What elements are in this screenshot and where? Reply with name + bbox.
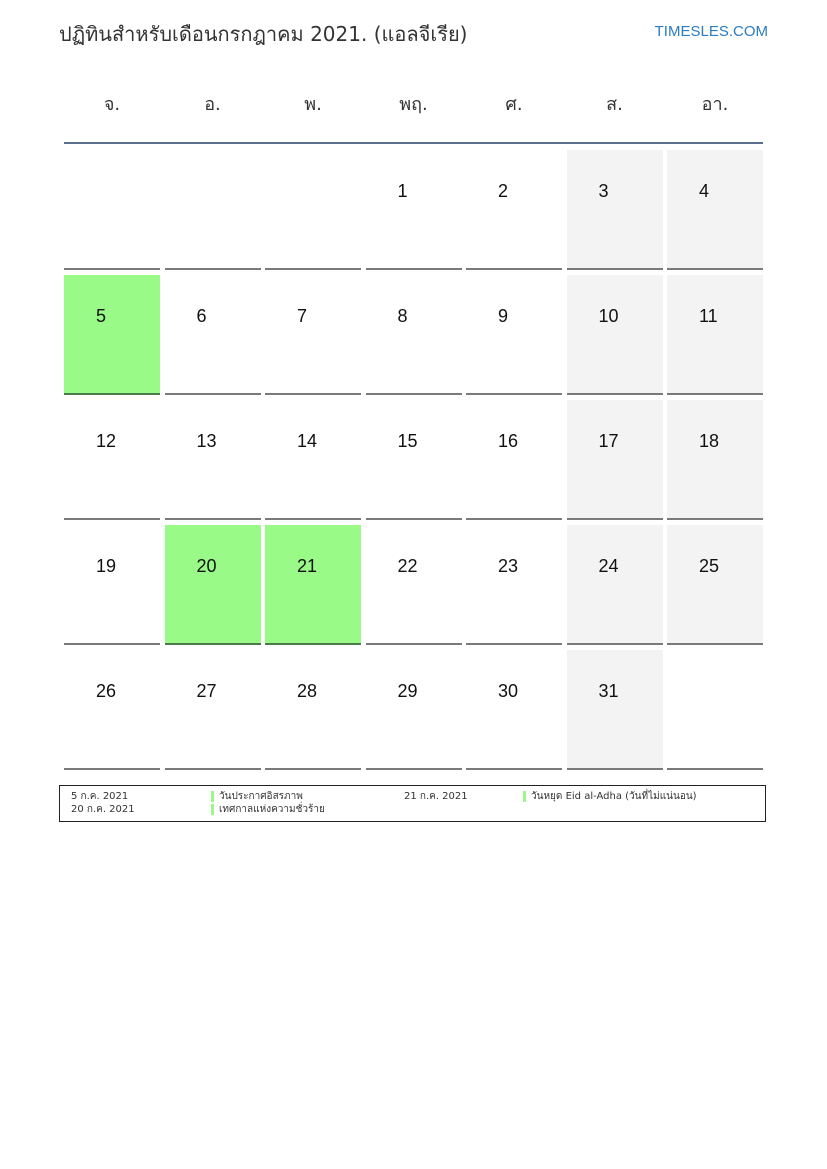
legend-holiday-name: วันหยุด Eid al-Adha (วันที่ไม่แน่นอน)	[531, 791, 697, 802]
day-number: 15	[397, 431, 418, 451]
day-number: 28	[297, 681, 318, 701]
day-number: 19	[96, 556, 117, 576]
weekday-tue: อ.	[204, 94, 221, 115]
weekday-sat: ส.	[606, 94, 623, 115]
day-cell	[165, 275, 261, 395]
day-number: 7	[297, 306, 308, 326]
legend-color-marker	[211, 791, 214, 802]
day-cell	[667, 275, 763, 395]
day-number: 5	[96, 306, 107, 326]
day-number: 21	[297, 556, 318, 576]
day-cell	[466, 275, 562, 395]
day-cell	[165, 650, 261, 770]
day-number: 24	[598, 556, 619, 576]
weekday-header-row	[64, 88, 763, 122]
day-number: 12	[96, 431, 117, 451]
legend-color-marker	[211, 804, 214, 815]
legend-holiday-name: เทศกาลแห่งความชั่วร้าย	[219, 804, 325, 815]
day-cell	[567, 275, 663, 395]
site-link[interactable]: TIMESLES.COM	[654, 23, 768, 40]
day-number: 22	[397, 556, 418, 576]
day-number: 17	[598, 431, 619, 451]
day-number: 18	[699, 431, 720, 451]
weekday-sun: อา.	[701, 94, 729, 115]
day-cell	[567, 150, 663, 270]
legend-date: 5 ก.ค. 2021	[71, 791, 129, 802]
day-cell	[366, 650, 462, 770]
day-number: 2	[498, 181, 509, 201]
legend-color-marker	[523, 791, 526, 802]
weekday-fri: ศ.	[505, 94, 523, 115]
day-cell	[366, 150, 462, 270]
day-cell	[265, 275, 361, 395]
day-cell	[466, 150, 562, 270]
day-number: 27	[196, 681, 217, 701]
day-number: 23	[498, 556, 519, 576]
holiday-legend	[59, 785, 766, 822]
legend-date: 20 ก.ค. 2021	[71, 804, 135, 815]
day-cell-holiday	[265, 525, 361, 645]
day-cell	[667, 400, 763, 520]
weekday-wed: พ.	[304, 94, 322, 115]
day-cell	[265, 150, 361, 270]
day-cell	[567, 650, 663, 770]
day-cell	[366, 400, 462, 520]
weekday-thu: พฤ.	[399, 94, 428, 115]
day-cell	[366, 525, 462, 645]
day-number: 20	[196, 556, 217, 576]
day-cell	[265, 650, 361, 770]
weekday-mon: จ.	[103, 94, 121, 115]
legend-holiday-name: วันประกาศอิสรภาพ	[219, 791, 303, 802]
day-cell	[64, 650, 160, 770]
day-cell	[165, 400, 261, 520]
day-cell	[64, 525, 160, 645]
day-cell-holiday	[165, 525, 261, 645]
day-number: 30	[498, 681, 519, 701]
day-number: 25	[699, 556, 720, 576]
day-cell	[567, 400, 663, 520]
day-number: 31	[598, 681, 619, 701]
day-cell	[265, 400, 361, 520]
day-cell	[667, 650, 763, 770]
day-cell	[567, 525, 663, 645]
calendar-grid	[64, 150, 763, 770]
legend-date: 21 ก.ค. 2021	[404, 791, 468, 802]
day-cell-holiday	[64, 275, 160, 395]
day-cell	[64, 150, 160, 270]
day-cell	[64, 400, 160, 520]
day-cell	[466, 650, 562, 770]
day-number: 26	[96, 681, 117, 701]
day-number: 29	[397, 681, 418, 701]
day-number: 4	[699, 181, 710, 201]
day-number: 10	[598, 306, 619, 326]
header-divider	[64, 142, 763, 144]
day-cell	[466, 525, 562, 645]
day-number: 8	[397, 306, 408, 326]
day-number: 14	[297, 431, 318, 451]
day-cell	[667, 150, 763, 270]
day-number: 1	[397, 181, 408, 201]
day-number: 9	[498, 306, 509, 326]
day-cell	[165, 150, 261, 270]
day-number: 6	[196, 306, 207, 326]
day-number: 13	[196, 431, 217, 451]
day-cell	[667, 525, 763, 645]
day-cell	[466, 400, 562, 520]
day-cell	[366, 275, 462, 395]
day-number: 3	[598, 181, 609, 201]
day-number: 16	[498, 431, 519, 451]
page-title: ปฏิทินสำหรับเดือนกรกฎาคม 2021. (แอลจีเรีย)	[59, 22, 468, 46]
day-number: 11	[699, 306, 718, 326]
